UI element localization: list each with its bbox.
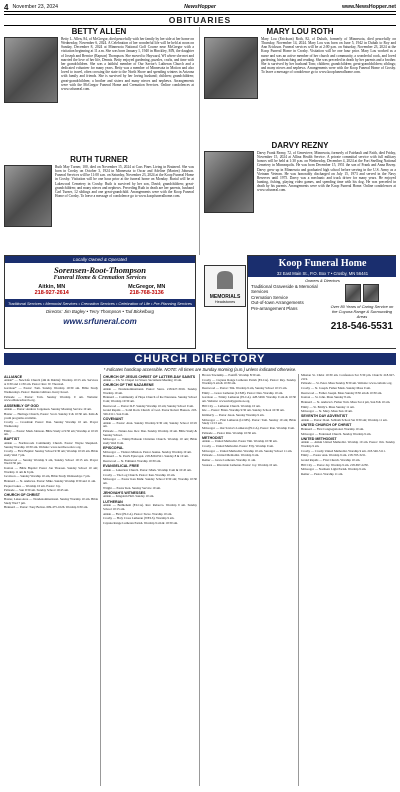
church-listing: Crosby — St. Joseph. Father Mark. Sunday Mass 9 am. xyxy=(301,385,371,390)
koop-service: Traditional Graveside & Memorial Services xyxy=(251,284,318,295)
header-url: www.NewsHopper.net xyxy=(342,4,396,10)
church-directory-banner: CHURCH DIRECTORY xyxy=(4,353,396,365)
denomination-heading: ALLIANCE xyxy=(4,374,23,379)
denomination-heading: EVANGELICAL FREE xyxy=(103,464,140,469)
obituary-name: MARY LOU ROTH xyxy=(266,27,334,36)
denomination-heading: ASSEMBLY OF GOD xyxy=(4,403,39,408)
denomination-heading: BAPTIST xyxy=(4,437,20,442)
church-listing: Emily — Grace Lutheran (LCMS). Pastor: Dan. Worship 10 am. xyxy=(202,390,284,395)
newspaper-page xyxy=(4,3,396,789)
denomination-heading: METHODIST xyxy=(202,435,224,440)
church-listing: McGregor — First Lutheran (LCMS). Pastor: Tom. Sunday 10 am; Bible Study 11:15 am. xyxy=(202,417,296,426)
church-listing: Brainerd — St. Paul's Episcopal. 218-829-0521. Sunday 8 & 10 am. xyxy=(103,454,189,459)
church-listing: Aitkin — Kingdom Hall. Sunday 10 am. xyxy=(103,494,155,499)
church-listing: Remer — Pastor. Worship 11 am. xyxy=(301,471,344,476)
obituary-photo xyxy=(4,37,58,103)
church-listing: Brown Township — Pontiff. Worship 8:30 am. xyxy=(202,373,261,377)
church-directory-column xyxy=(4,374,98,511)
denomination-heading: JEHOVAH'S WITNESSES xyxy=(103,490,146,495)
church-listing: Emily — Pastor: Mark Johnson. Bible Study at 9:30 am; Worship at 10:45 am. xyxy=(4,428,98,437)
column-divider xyxy=(298,374,299,786)
koop-service: Pre-arrangement Plans xyxy=(251,305,298,311)
church-listing: Aitkin — Pastor: Andrew Jorgensen. Sunday Morning Service 10 am. xyxy=(4,407,92,412)
ad-directors: Jim Bagley • Terry Thompson • Tad Bickelburg xyxy=(63,309,154,314)
denomination-heading: EPISCOPAL xyxy=(103,446,124,451)
church-listing: Palisade — Pastor Rita. Worship 10:30 am. xyxy=(202,430,257,435)
church-listing: Crosby — United Methodist. Pastor: Elly. Worship 9 am. xyxy=(202,444,274,448)
church-listing: Wright — Pastor Ken. Sunday Service 10 am. xyxy=(103,485,161,490)
sorensen-funeral-home-ad xyxy=(4,255,196,349)
brand-logo: NewsHopper xyxy=(184,4,216,10)
obituary-mary-lou-roth xyxy=(204,27,396,147)
ad-phone-mcgregor: 218-768-3136 xyxy=(129,290,164,296)
denomination-heading: UNITED CHURCH OF CHRIST xyxy=(301,423,352,428)
church-directory-column xyxy=(202,374,296,468)
obituary-text: Ruth May Turner, 100, died on November 15, 2024 at Cass Pines Living in Brainerd. She was born in Crosby on October 3, 1924 in Minnesota to Oscar and Adeline (Marten) Johnson. Funeral Services will be 11:00 a.m. on Saturday, November 23, 2024 at the Koop Funeral Home in Crosby. Visitation will be one hour prior at the funeral home on Monday. Burial will be at Lakewood Cemetery in Crosby. Ruth is survived by her son, David; grandchildren; great-grandchildren; and many nieces and nephews. Preceding Ruth in death are her parents, husband Carl Turner, 12 siblings and one great-grandchild. Arrangements were with the Koop Funeral Home of Crosby. To leave a message of condolence go to www.koopfuneralhome.com. xyxy=(55,165,194,199)
ad-services-tagline: Traditional Services • Memorial Services • Cremation Services • Celebration of Life • Pre-Planning Services xyxy=(5,299,195,307)
denomination-heading: SEVENTH DAY ADVENTIST xyxy=(301,414,348,419)
church-listing: Aitkin — Bethlehem (ELCA). Rev. Rebecca. Worship 9 am. Sunday School 10:15 am. xyxy=(103,503,197,511)
church-listing: Emily — Pastor Ann. Worship 9 am. 218-763-3211. xyxy=(301,453,367,458)
column-divider xyxy=(199,27,200,255)
koop-service: Out-of-town Arrangements xyxy=(251,300,304,306)
church-listing: Aitkin — United Methodist. Pastor Tim. Worship 10:30 am. xyxy=(202,439,278,444)
church-listing: Palisade — Nature Ave. Rev. Dan. Sunday Worship 10 am. Bible Study & Sunday School. xyxy=(103,429,197,437)
church-listing: Hill City — Pastor Jay. Worship 9 am. 218-697-2230. xyxy=(301,462,369,467)
church-listing: Remer — Grace Lutheran. Worship 11 am. xyxy=(202,457,256,462)
church-listing: Aitkin — First (ELCA). Pastor: Steve. Worship 10 am. xyxy=(103,511,173,516)
church-listing: Swatara — Riverside Lutheran. Pastor: Joy. Worship 10 am. xyxy=(202,462,278,467)
ad-business-subname: Funeral Home & Cremation Services xyxy=(53,275,147,281)
obituary-text: Betty L. Allen, 84, of McGregor, died peacefully with her family by her side at her home on Wednesday, November 6, 2024. A Celebration of her wonderful life will be held at noon on Sunday, December 8, 2024 at Minnesota National Golf Course near McGregor with a visitation beginning at 11 a.m. She was born January 1, 1940 in Hinckley, MN, the daughter of Joseph and Bernice (Rapson) Thompson. She moved to Hayward, WI where she met and married the love of her life, Dennis. Betty enjoyed gardening, puzzles, crafts, and time with her grandchildren. She was a faithful member of Our Savior's Lutheran Church and a dedicated volunteer for many years. Betty was a member of Minnesota in Motion and also loved to travel, often crossing the state to the North Shore and spending winters in Arizona with family and friends. She is survived by her loving husband; children; grandchildren; great-grandchildren; a brother and sisters and many nieces and nephews. Arrangements were with the McGregor Funeral Home and Cremation Services. Online condolences at www.srfuneral.com. xyxy=(61,37,194,91)
column-divider xyxy=(199,374,200,786)
obituary-name: BETTY ALLEN xyxy=(71,27,127,36)
koop-address: 32 East Main St., P.O. Box 7 • Crosby, MN 56441 xyxy=(248,271,396,277)
church-listing: Deerwood — Pastor: R.F. Sunday Worship 10 am; Sunday School 9 am. xyxy=(103,403,194,408)
denomination-heading: CHURCH OF CHRIST xyxy=(4,493,40,498)
ad-town-mcgregor: McGregor, MN xyxy=(128,284,166,290)
column-divider xyxy=(100,374,101,786)
koop-phone: 218-546-5531 xyxy=(330,321,393,332)
church-listing: Deerwood — Pastor: Tim. Worship 9 am, Sunday School 10:15 am. xyxy=(202,385,288,390)
church-listing: Aitkin — Pastor: Raul. Sabbath School Sat 9:30 am; Worship 11 am. xyxy=(301,418,388,423)
church-listing: Cuyuna Range Lutheran Parish. Worship 9 am & 10:30 am. xyxy=(103,520,178,525)
page-number: 4 xyxy=(4,3,9,12)
church-listing: McGregor — Our Savior's Lutheran (ELCA). Pastor: Ron. Worship 9 am. xyxy=(202,425,295,430)
church-listing: McGregor — Federated Church. Sunday Worship 9 am. xyxy=(301,431,372,436)
church-listing: Aitkin* — NewLife Church (4th & Dahlia): Worship 10:15 am. Services at 9:30 and 11:30 am. Pastor: Rev. W. Thorstad. xyxy=(4,378,98,386)
church-listing: McGregor — United Methodist. Worship 10 am. Sunday School 11 am. xyxy=(202,448,293,453)
church-listing: Aitkin — Pastor: Alan. Sunday Worship 9:30 am; Sunday School 10:45 am. xyxy=(103,420,197,429)
church-listing: Crosby — Holy Cross Lutheran (WELS). Worship 9 am. xyxy=(103,516,175,521)
church-listing: Ironton — St. John. Mass Sunday 8 am. xyxy=(301,395,352,400)
obituary-photo xyxy=(4,165,52,227)
memorials-label: MEMORIALS xyxy=(209,294,241,300)
obituary-text: Mary Lou (Erickson) Roth, 82, of Duluth, formerly of Minnesota, died peacefully on Thursday, November 14, 2024. Mary Lou was born on June 5, 1942 in Duluth to Roy and Ann Erickson. Funeral services will be at 2:00 p.m. on Saturday, November 23, 2024 at the Koop Funeral Home in Crosby. Visitation will be one hour prior. Mary Lou worked as a nurse and was an active member of her church and community, a wonderful cook, and loved gardening, birdwatching and reading. She was preceded in death by her parents and a brother. She is survived by her husband Tom; children; grandchildren; great-grandchildren; siblings; and many nieces and nephews. Arrangements were with the Koop Funeral Home of Crosby. To leave a message of condolence go to www.koopfuneralhome.com. xyxy=(261,37,396,75)
church-listing: Jacobson — Sunday Worship 10 am, Bible Study Wednesdays 7 pm. xyxy=(4,474,91,479)
denomination-heading: CHURCH OF THE NAZARENE xyxy=(103,383,154,388)
obituary-name: DARVY REZNY xyxy=(271,141,329,150)
church-listing: Crosby — Crosslink: Pastor: Dan. Sunday Worship 10 am. Prayer Wednesday. xyxy=(4,420,98,428)
koop-funeral-home-ad xyxy=(247,255,396,349)
memorials-ad xyxy=(204,265,246,307)
church-listing: Palisade — United Methodist. Worship 9 am. xyxy=(202,453,260,458)
church-listing: Palisade — Sun 9:30 am. Sunday School 10:45 am. xyxy=(4,488,69,493)
church-listing: Emily — St. Emily's. Mass Sunday 11 am. xyxy=(301,404,355,409)
church-listing: Garrison — Trinity Lutheran (ELCA). 428-5490. Worship 9 am & 10:30 am. Website: www.trinitygarrison.org. xyxy=(202,395,296,403)
church-listing: Deerwood — St. Edmund. Worship 10:30 am. xyxy=(103,459,162,464)
church-listing: Brainerd — Community of Hope Church of the Nazarene. Sunday School 9 am; Worship 10:30 am. xyxy=(103,395,197,403)
church-listing: Baxter, Lakes Area — Nondenominational. Sunday Worship 10 am. Bible Study Wed 7 pm. xyxy=(4,497,98,505)
church-listing: Isle — Pastor: Brian. Worship 9:30 am. Sunday School 10:30 am. xyxy=(202,408,285,413)
church-listing: Ironton — Bible Baptist: Pastor Jon Thoreen. Sunday School 10 am; Worship 11 am & 6 pm. xyxy=(4,465,98,474)
church-directory-note: * Indicates handicap accessible. NOTE: All times are Sunday morning (a.m.) unless indicated otherwise. xyxy=(103,367,297,372)
church-listing: McGregor — Northern Light Parish. Worship 9 am. xyxy=(301,467,367,472)
church-listing: Crosby — The Log Church. Pastor: Ken. Worship 10 am. xyxy=(103,472,176,477)
church-listing: Aitkin — Nondenominational. Pastor: Steve. 218-927-3016. Sunday Worship 10 am. xyxy=(103,386,197,395)
koop-service: Cremation Service xyxy=(251,294,289,300)
church-listing: Grand Rapids — Solid Rock Church of God. Pastor Robert Hanson. 218-326-0111. Sun 9 am. xyxy=(103,408,197,416)
church-listing: Pequot Lakes — Worship 10 am. Pastor: Jay. xyxy=(4,483,61,488)
church-listing: Palisade — Pastor: Tom. Sunday Worship 9 am. Website: www.alliancechurch.org. xyxy=(4,394,98,403)
church-listing: Aitkin — Lakeview Church. Pastor: Mark. Worship 9 am & 10:45 am. xyxy=(103,467,192,472)
church-listing: Hill City — Lutheran Church. Worship 10 am. xyxy=(202,403,261,408)
church-directory-column xyxy=(103,374,197,526)
church-listing: Brainerd — Pastor: Tony Bolton. 609-475-1026. Worship 9:30 am. xyxy=(4,505,89,510)
page-header xyxy=(4,3,396,12)
ad-director-label: Director: xyxy=(46,309,63,314)
obituary-text: Darvy Frank Rezny, 72, of Genevieve, Minnesota, formerly of Fairbault and Faith, died Friday, November 15, 2024 at Allina Health Service. A private committal service with full military honors will be held at 1:30 p.m. on Wednesday, December 4, 2024 at the Fort Snelling National Cemetery in Minneapolis. He was born December 15, 1951 the son of Frank and Anna Rezny. Darvy grew up in Minnesota and graduated high school before serving in the U.S. Army as a Vietnam Veteran. He was honorably discharged on July 15, 1973 and served in the Navy Reserves until 1975. Darvy was a mechanic and truck driver for many years. He enjoyed hunting, fishing, playing video games, and spending time with his dog. He was preceded in death by his parents. Arrangements were with the Koop Funeral Home. Online condolences at www.srfuneral.com. xyxy=(257,151,396,193)
church-listing: Aitkin — Northwoods Community Church. Pastor: Wayne Shepherd. Sunday Worship 10:30 am. Website: www.northwoodscc.org. xyxy=(4,441,98,449)
obituary-ruth-turner xyxy=(4,155,194,261)
page-date: November 23, 2024 xyxy=(12,4,59,10)
church-listing: Palisade — St. Peter. Mass Sunday 8:30 am. Website: www.catholic.org. xyxy=(301,381,393,386)
church-listing: McGregor — Trinity/Palisade Christian Church. Worship 10 am; Bible study Wed 9 am. xyxy=(103,437,197,445)
church-listing: McGregor — St. Mary. Mass Sun 10 am. xyxy=(301,409,353,414)
obituary-name: RUTH TURNER xyxy=(70,155,128,164)
church-directory-column xyxy=(301,374,395,478)
ad-business-name: Sorensen-Root-Thompson xyxy=(53,265,147,275)
church-listing: Aitkin — Ch. St. Chapel 1st Street. Sacrament Meeting 10 am. xyxy=(103,378,183,383)
memorials-sub: Headstones xyxy=(214,300,236,304)
owner-photo xyxy=(345,284,361,302)
koop-owners: Owners & Directors xyxy=(305,278,340,283)
church-listing: Mission Sr. Christ 10:30 am. Confession Sat 3:30 pm. Church: 218-927-2119. xyxy=(301,373,395,381)
ad-website: www.srfuneral.com xyxy=(63,317,137,326)
locally-owned-tag: Locally Owned & Operated xyxy=(5,256,195,263)
church-listing: Aitkin — Aitkin United Methodist. Worship 10 am. Pastor: Jim. Sunday Worship 9 am. xyxy=(301,440,395,448)
ad-phone-aitkin: 218-927-2614 xyxy=(34,290,69,296)
obituary-photo xyxy=(204,151,254,213)
church-listing: Baxter — Heritage Church, Pastor: Scott. Sunday 9 & 10:30 am. Kids & youth programs available. xyxy=(4,411,98,420)
church-listing: Crosby — Cuyuna Range Lutheran Parish (ELCA). Pastor: Ray. Sunday Worship 9 am & 10:30 am. xyxy=(202,377,296,386)
obituary-darvy-rezny xyxy=(204,141,396,249)
church-listing: Grand Rapids — First Church. Worship 10 am. xyxy=(301,457,361,462)
koop-name: Koop Funeral Home xyxy=(248,256,396,271)
church-listing: Crosby — First Baptist: Sunday School 9:30 am; Worship 10:45 am. Bible study Wed 7 pm. xyxy=(4,449,98,457)
obituaries-banner: OBITUARIES xyxy=(4,14,396,26)
denomination-heading: UNITED METHODIST xyxy=(301,436,337,441)
headstone-icon xyxy=(213,269,237,289)
koop-years: Over 80 Years of Caring Service on the Cuyuna Range & Surrounding Areas xyxy=(330,304,394,319)
denomination-heading: CHURCH OF JESUS CHRIST OF LATTER-DAY SAINTS xyxy=(103,374,196,379)
church-listing: Kimberly — Pastor Jason. Sunday Worship 9 am. xyxy=(202,412,265,417)
church-listing: Deerwood — Sunday Worship 9 am, Sunday School 10:15 am. Prayer Wed 6:30 pm. xyxy=(4,457,98,466)
obituary-photo xyxy=(204,37,258,99)
church-listing: Crosby — Crosby United Methodist. Worship 9 am. 218-546-5111. xyxy=(301,448,386,453)
denomination-heading: LUTHERAN xyxy=(103,499,123,504)
church-listing: Brainerd — St. Andrews. Pastor: Mike. Sunday Worship 9:30 and 11 am. xyxy=(4,478,96,483)
church-listing: Garrison* — Pastor: Tom. Sunday Worship 10:30 am. Bible Study Wednesdays. Pastor: Dennis Gilmore. Kerry Kosel. xyxy=(4,386,98,395)
church-listing: Brainerd — First Congregational. Worship 10 am. xyxy=(301,426,365,431)
church-listing: Brainerd — St. Andrew's. Father Tom. Mass Sat 4 pm, Sun 8 & 10 am. xyxy=(301,399,391,404)
church-listing: McGregor — Visitors Mission. Pastor Jeanne. Sunday Worship 10 am. xyxy=(103,449,192,454)
ad-town-aitkin: Aitkin, MN xyxy=(38,284,66,290)
church-listing: Deerwood — Father Joseph. Mass Sunday 8:30 am & 10:30 am. xyxy=(301,390,383,395)
denomination-heading: COVENANT xyxy=(103,417,124,422)
church-listing: McGregor — Pastor Ken Mahr. Sunday School 9:30 am; Worship 10:30 am. xyxy=(103,477,197,485)
owner-photo xyxy=(363,284,379,302)
